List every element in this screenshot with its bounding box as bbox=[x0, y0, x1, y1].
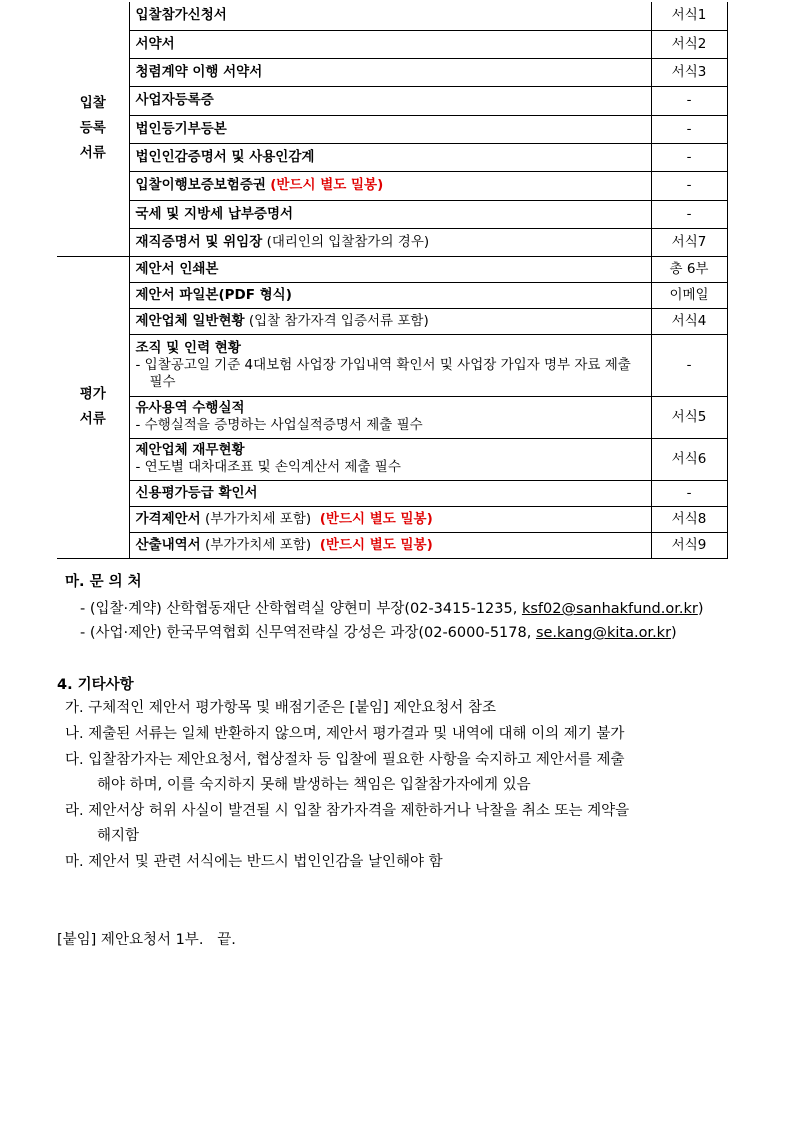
document-name: 제안서 파일본(PDF 형식) bbox=[135, 286, 292, 303]
document-name-cell bbox=[129, 396, 651, 438]
table-row bbox=[57, 506, 727, 532]
form-number: 서식4 bbox=[651, 308, 727, 334]
document-remark: (부가가치세 포함) bbox=[205, 510, 312, 527]
document-name: 신용평가등급 확인서 bbox=[135, 484, 258, 501]
document-name-cell bbox=[129, 506, 651, 532]
document-name: 제안서 인쇄본 bbox=[135, 260, 219, 277]
category-line: 등록 bbox=[79, 120, 106, 137]
document-name: 제안업체 일반현황 bbox=[135, 312, 245, 329]
contact-line-proposal bbox=[80, 621, 677, 642]
form-number: - bbox=[651, 334, 727, 396]
form-number: 서식9 bbox=[651, 532, 727, 558]
document-name: 입찰참가신청서 bbox=[135, 7, 227, 24]
document-name-cell bbox=[129, 200, 651, 228]
misc-item: 나. 제출된 서류는 일체 반환하지 않으며, 제안서 평가결과 및 내역에 대해 이의 제기 불가 bbox=[65, 726, 625, 742]
attachment-note: [붙임] 제안요청서 1부. 끝. bbox=[57, 932, 236, 948]
category-line: 입찰 bbox=[79, 95, 106, 112]
table-row bbox=[57, 532, 727, 558]
table-row bbox=[57, 30, 727, 58]
document-name: 국세 및 지방세 납부증명서 bbox=[135, 205, 294, 222]
table-row bbox=[57, 143, 727, 171]
form-number: 서식3 bbox=[651, 58, 727, 86]
document-name-cell bbox=[129, 2, 651, 30]
contact-heading: 마. 문 의 처 bbox=[65, 574, 142, 590]
misc-item: 마. 제안서 및 관련 서식에는 반드시 법인인감을 날인해야 함 bbox=[65, 854, 443, 870]
form-number: 서식2 bbox=[651, 30, 727, 58]
contact-text: ) bbox=[697, 601, 704, 617]
table-row bbox=[57, 58, 727, 86]
document-remark: (입찰 참가자격 입증서류 포함) bbox=[248, 312, 429, 329]
document-note: - 입찰공고일 기준 4대보험 사업장 가입내역 확인서 및 사업장 가입자 명부 자료 제출 필수 bbox=[135, 356, 631, 390]
document-name: 법인등기부등본 bbox=[135, 120, 227, 137]
document-name-cell bbox=[129, 334, 651, 396]
seal-notice: (반드시 별도 밀봉) bbox=[319, 536, 433, 553]
table-row bbox=[57, 282, 727, 308]
table-row bbox=[57, 480, 727, 506]
document-name: 재직증명서 및 위임장 bbox=[135, 233, 263, 250]
table-row bbox=[57, 334, 727, 396]
email-link[interactable]: se.kang@kita.or.kr bbox=[535, 625, 672, 641]
table-row bbox=[57, 308, 727, 334]
form-number: 서식8 bbox=[651, 506, 727, 532]
document-name: 조직 및 인력 현황 bbox=[135, 339, 241, 356]
document-remark: (대리인의 입찰참가의 경우) bbox=[266, 233, 430, 250]
document-name-cell bbox=[129, 86, 651, 115]
form-number: 서식1 bbox=[651, 2, 727, 30]
contact-line-bid bbox=[80, 597, 704, 618]
table-row bbox=[57, 256, 727, 282]
table-row bbox=[57, 438, 727, 480]
document-name-cell bbox=[129, 438, 651, 480]
document-name-cell bbox=[129, 143, 651, 171]
document-name: 청렴계약 이행 서약서 bbox=[135, 63, 263, 80]
category-evaluation-documents bbox=[57, 256, 129, 558]
document-remark: (부가가치세 포함) bbox=[205, 536, 312, 553]
submission-documents-table bbox=[57, 2, 728, 559]
form-number: - bbox=[651, 86, 727, 115]
seal-notice: (반드시 별도 밀봉) bbox=[270, 177, 384, 193]
misc-item-continued: 해야 하며, 이를 숙지하지 못해 발생하는 책임은 입찰참가자에게 있음 bbox=[97, 777, 531, 793]
document-name-cell bbox=[129, 30, 651, 58]
seal-notice: (반드시 별도 밀봉) bbox=[319, 510, 433, 527]
table-row bbox=[57, 171, 727, 200]
form-number: 서식7 bbox=[651, 228, 727, 256]
form-number: - bbox=[651, 171, 727, 200]
category-bid-documents bbox=[57, 2, 129, 256]
document-name-cell bbox=[129, 171, 651, 200]
document-name: 가격제안서 bbox=[135, 510, 201, 527]
misc-item: 다. 입찰참가자는 제안요청서, 협상절차 등 입찰에 필요한 사항을 숙지하고 제안서를 제출 bbox=[65, 752, 625, 768]
document-name-cell bbox=[129, 532, 651, 558]
document-name: 입찰이행보증보험증권 bbox=[135, 177, 266, 193]
form-number: - bbox=[651, 143, 727, 171]
document-name: 산출내역서 bbox=[135, 536, 201, 553]
misc-heading: 4. 기타사항 bbox=[57, 677, 134, 693]
category-line: 서류 bbox=[79, 411, 106, 427]
document-name-cell bbox=[129, 282, 651, 308]
document-name-cell bbox=[129, 256, 651, 282]
form-number: 서식5 bbox=[651, 396, 727, 438]
document-name-cell bbox=[129, 58, 651, 86]
document-name-cell bbox=[129, 228, 651, 256]
document-note: - 연도별 대차대조표 및 손익계산서 제출 필수 bbox=[135, 459, 401, 475]
table-row bbox=[57, 200, 727, 228]
document-name: 제안업체 재무현황 bbox=[135, 442, 245, 458]
contact-text: - (입찰·계약) 산학협동재단 산학협력실 양현미 부장(02-3415-1235, bbox=[80, 601, 522, 617]
form-number: 총 6부 bbox=[651, 256, 727, 282]
document-name: 사업자등록증 bbox=[135, 92, 214, 108]
form-number: 서식6 bbox=[651, 438, 727, 480]
misc-item: 가. 구체적인 제안서 평가항목 및 배점기준은 [붙임] 제안요청서 참조 bbox=[65, 700, 496, 716]
category-line: 서류 bbox=[79, 145, 106, 162]
document-name: 유사용역 수행실적 bbox=[135, 400, 245, 416]
form-number: - bbox=[651, 200, 727, 228]
misc-item-continued: 해지함 bbox=[97, 828, 140, 844]
form-number: 이메일 bbox=[651, 282, 727, 308]
table-row bbox=[57, 2, 727, 30]
contact-text: - (사업·제안) 한국무역협회 신무역전략실 강성은 과장(02-6000-5178, bbox=[80, 625, 536, 641]
document-name-cell bbox=[129, 115, 651, 143]
document-name-cell bbox=[129, 308, 651, 334]
table-row bbox=[57, 86, 727, 115]
document-note: - 수행실적을 증명하는 사업실적증명서 제출 필수 bbox=[135, 417, 423, 433]
form-number: - bbox=[651, 480, 727, 506]
document-name: 법인인감증명서 및 사용인감계 bbox=[135, 148, 315, 165]
table-row bbox=[57, 396, 727, 438]
category-line: 평가 bbox=[79, 386, 106, 402]
table-row bbox=[57, 228, 727, 256]
document-name: 서약서 bbox=[135, 35, 175, 52]
contact-text: ) bbox=[671, 625, 677, 641]
misc-item: 라. 제안서상 허위 사실이 발견될 시 입찰 참가자격을 제한하거나 낙찰을 취소 또는 계약을 bbox=[65, 803, 630, 819]
document-name-cell bbox=[129, 480, 651, 506]
table-row bbox=[57, 115, 727, 143]
form-number: - bbox=[651, 115, 727, 143]
email-link[interactable]: ksf02@sanhakfund.or.kr bbox=[521, 601, 698, 617]
